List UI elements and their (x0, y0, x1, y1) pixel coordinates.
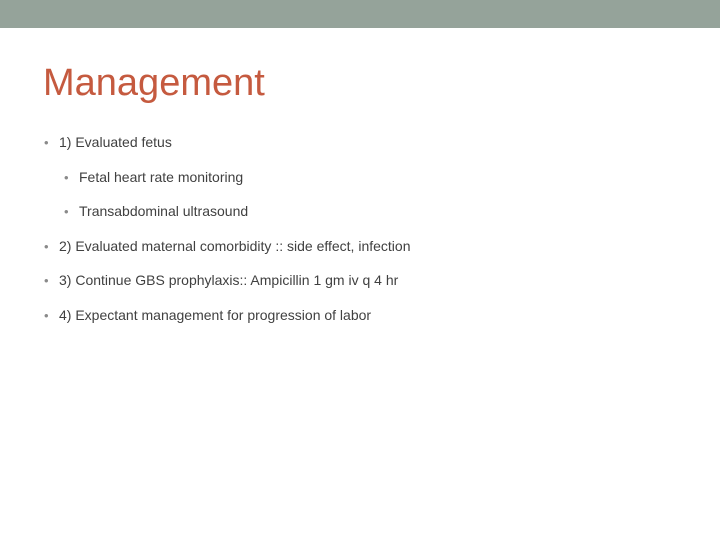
bullet-text: Fetal heart rate monitoring (79, 169, 244, 185)
bullet-icon: • (44, 135, 49, 150)
bullet-text: 4) Expectant management for progression of labor (59, 307, 372, 323)
bullet-icon: • (64, 170, 69, 185)
bullet-text: 3) Continue GBS prophylaxis:: Ampicillin 1 gm iv q 4 hr (59, 272, 399, 288)
bullet-text: 1) Evaluated fetus (59, 134, 172, 150)
sub-bullet-item-2 (64, 202, 248, 221)
bullet-item-1 (44, 133, 172, 152)
bullet-item-4 (44, 306, 371, 325)
bullet-icon: • (64, 204, 69, 219)
slide-title: Management (43, 62, 265, 104)
bullet-text: Transabdominal ultrasound (79, 203, 249, 219)
bullet-item-3 (44, 271, 398, 290)
sub-bullet-item-1 (64, 168, 243, 187)
bullet-icon: • (44, 273, 49, 288)
bullet-item-2 (44, 237, 410, 256)
bullet-icon: • (44, 239, 49, 254)
bullet-icon: • (44, 308, 49, 323)
bullet-text: 2) Evaluated maternal comorbidity :: side effect, infection (59, 238, 411, 254)
